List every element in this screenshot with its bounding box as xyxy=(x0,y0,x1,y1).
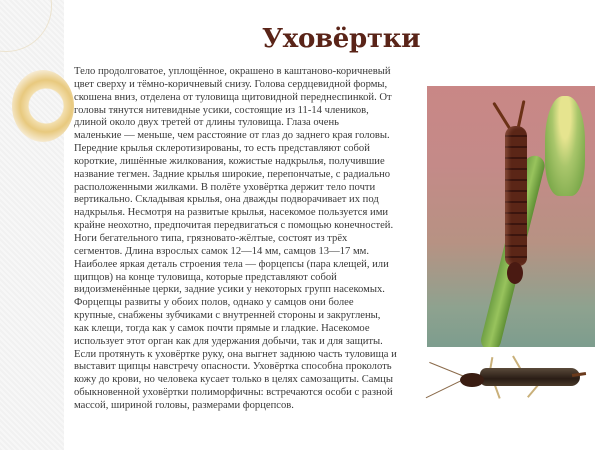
body-line: цвет сверху и тёмно-коричневый снизу. Голова сердцевидной формы, xyxy=(74,78,388,90)
earwig-head xyxy=(507,262,523,284)
body-line: как клещи, тогда как у самок почти прямые и гладкие. Насекомое xyxy=(74,322,370,334)
antenna xyxy=(429,362,465,377)
earwig-head xyxy=(460,373,484,387)
flower-bud xyxy=(545,96,585,196)
decorative-gold-ring xyxy=(12,70,74,142)
body-line: Наиболее яркая деталь строения тела — форцепсы (пара клещей, или xyxy=(74,258,389,270)
body-line: вертикально. Складывая крылья, она дважды подворачивает их под xyxy=(74,194,379,206)
earwig-body xyxy=(480,368,580,386)
body-line: кожу до крови, но человека кусает только в целях самозащиты. Самцы xyxy=(74,374,393,386)
body-line: массой, шириной головы, размерами форцепсов. xyxy=(74,399,294,411)
slide-body-text xyxy=(74,66,410,413)
body-line: выставит щипцы навстречу опасности. Уховёртка способна проколоть xyxy=(74,361,392,373)
body-line: крупные, снабжены зубчиками с внутренней стороны и закруглены, xyxy=(74,310,381,322)
decorative-side-band xyxy=(0,0,64,450)
body-line: название тегмен. Задние крылья широкие, перепончатые, с радиально xyxy=(74,168,391,180)
body-line: использует этот орган как для удержания добычи, так и для защиты. xyxy=(74,335,383,347)
body-line: Если протянуть к уховёртке руку, она выгнет заднюю часть туловища и xyxy=(74,348,397,360)
body-line: щипцов) на конце туловища, которые представляют собой xyxy=(74,271,337,283)
body-line: маленькие — меньше, чем расстояние от глаз до заднего края головы. xyxy=(74,130,390,142)
antenna xyxy=(426,381,461,399)
earwig-side-view-photo xyxy=(420,355,600,420)
body-line: Форцепцы развиты у обоих полов, однако у самцов они более xyxy=(74,297,354,309)
body-line: Ноги бегательного типа, грязновато-жёлтые, состоят из трёх xyxy=(74,232,348,244)
body-line: длиной около двух третей от длины туловища. Глаза очень xyxy=(74,117,339,129)
body-line: скошена вниз, отделена от туловища щитовидной переднеспинкой. От xyxy=(74,91,392,103)
body-line: крайне неохотно, предпочитая передвигаться с помощью конечностей. xyxy=(74,220,394,232)
body-line: Тело продолговатое, уплощённое, окрашено в каштаново-коричневый xyxy=(74,66,391,77)
body-line: расположенными жилками. В полёте уховёртка держит тело почти xyxy=(74,181,376,193)
body-line: видоизменённые церки, задние усики у некоторых групп насекомых. xyxy=(74,284,385,296)
body-line: короткие, лишённые жилкования, кожистые надкрылья, получившие xyxy=(74,155,385,167)
body-line: Передние крылья склеротизированы, то есть представляют собой xyxy=(74,143,370,155)
body-line: надкрылья. Несмотря на развитые крылья, насекомое пользуется ими xyxy=(74,207,389,219)
earwig-abdomen xyxy=(505,126,527,266)
body-line: обыкновенной уховёртки полиморфичны: встречаются особи с разной xyxy=(74,387,393,399)
slide-title: Уховёртки xyxy=(262,24,421,54)
earwig-on-stem-photo xyxy=(427,86,595,347)
leg xyxy=(527,384,538,397)
body-line: головы тянутся нитевидные усики, состоящие из 11-14 члеников, xyxy=(74,104,369,116)
body-line: сегментов. Длина взрослых самок 12—14 мм, самцов 13—17 мм. xyxy=(74,245,370,257)
